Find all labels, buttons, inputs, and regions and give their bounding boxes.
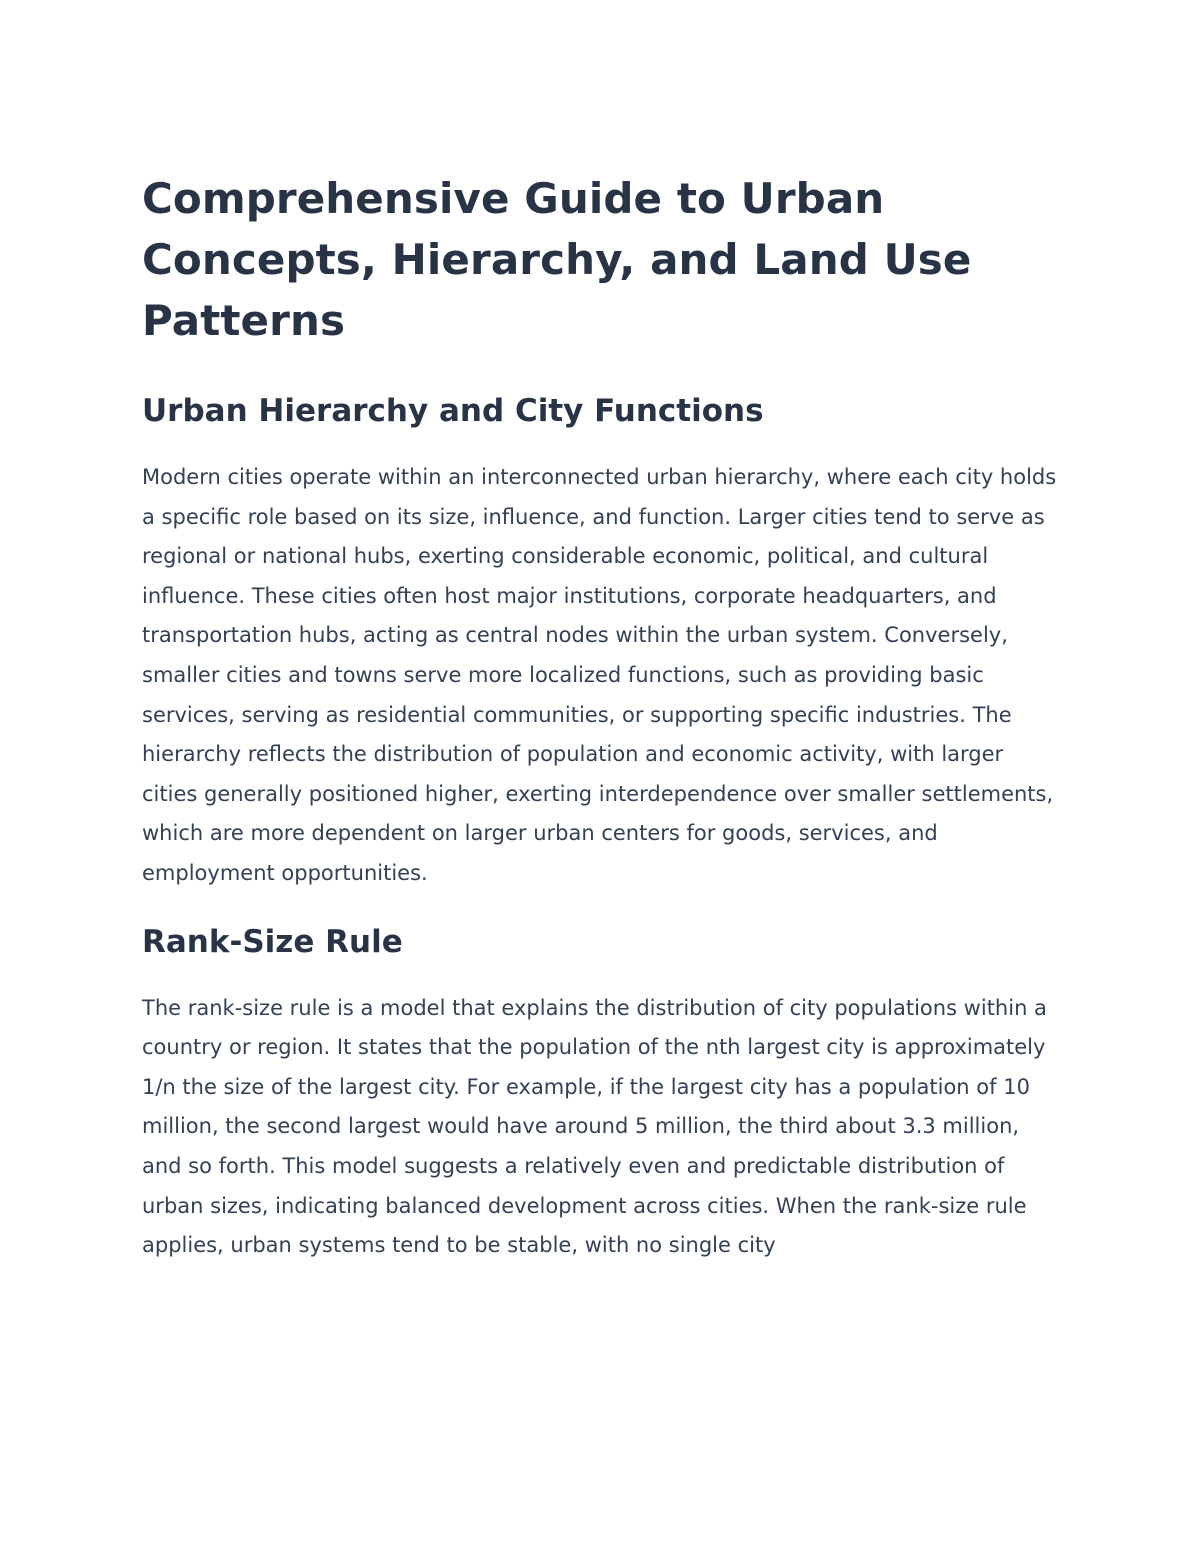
section-paragraph-urban-hierarchy: Modern cities operate within an interconnected urban hierarchy, where each city holds a specific role based on its size, influence, and function. Larger cities tend to serve as regional or national hubs, exerting considerable economic, political, and cultural influence. These cities often host major institutions, corporate headquarters, and transportation hubs, acting as central nodes within the urban system. Conversely, smaller cities and towns serve more localized functions, such as providing basic services, serving as residential communities, or supporting specific industries. The hierarchy reflects the distribution of population and economic activity, with larger cities generally positioned higher, exerting interdependence over smaller settlements, which are more dependent on larger urban centers for goods, services, and employment opportunities. — [142, 465, 1057, 885]
document-page — [142, 168, 1062, 1266]
section-heading-urban-hierarchy: Urban Hierarchy and City Functions — [142, 393, 764, 429]
document-title: Comprehensive Guide to Urban Concepts, Hierarchy, and Land Use Patterns — [142, 174, 972, 345]
section-heading-rank-size-rule: Rank-Size Rule — [142, 923, 403, 960]
section-paragraph-rank-size-rule: The rank-size rule is a model that explains the distribution of city populations within a country or region. It states that the population of the nth largest city is approximately 1/n the size of the largest city. For example, if the largest city has a population of 10 million, the second largest would have around 5 million, the third about 3.3 million, and so forth. This model suggests a relatively even and predictable distribution of urban sizes, indicating balanced development across cities. When the rank-size rule applies, urban systems tend to be stable, with no single city — [142, 995, 1047, 1258]
